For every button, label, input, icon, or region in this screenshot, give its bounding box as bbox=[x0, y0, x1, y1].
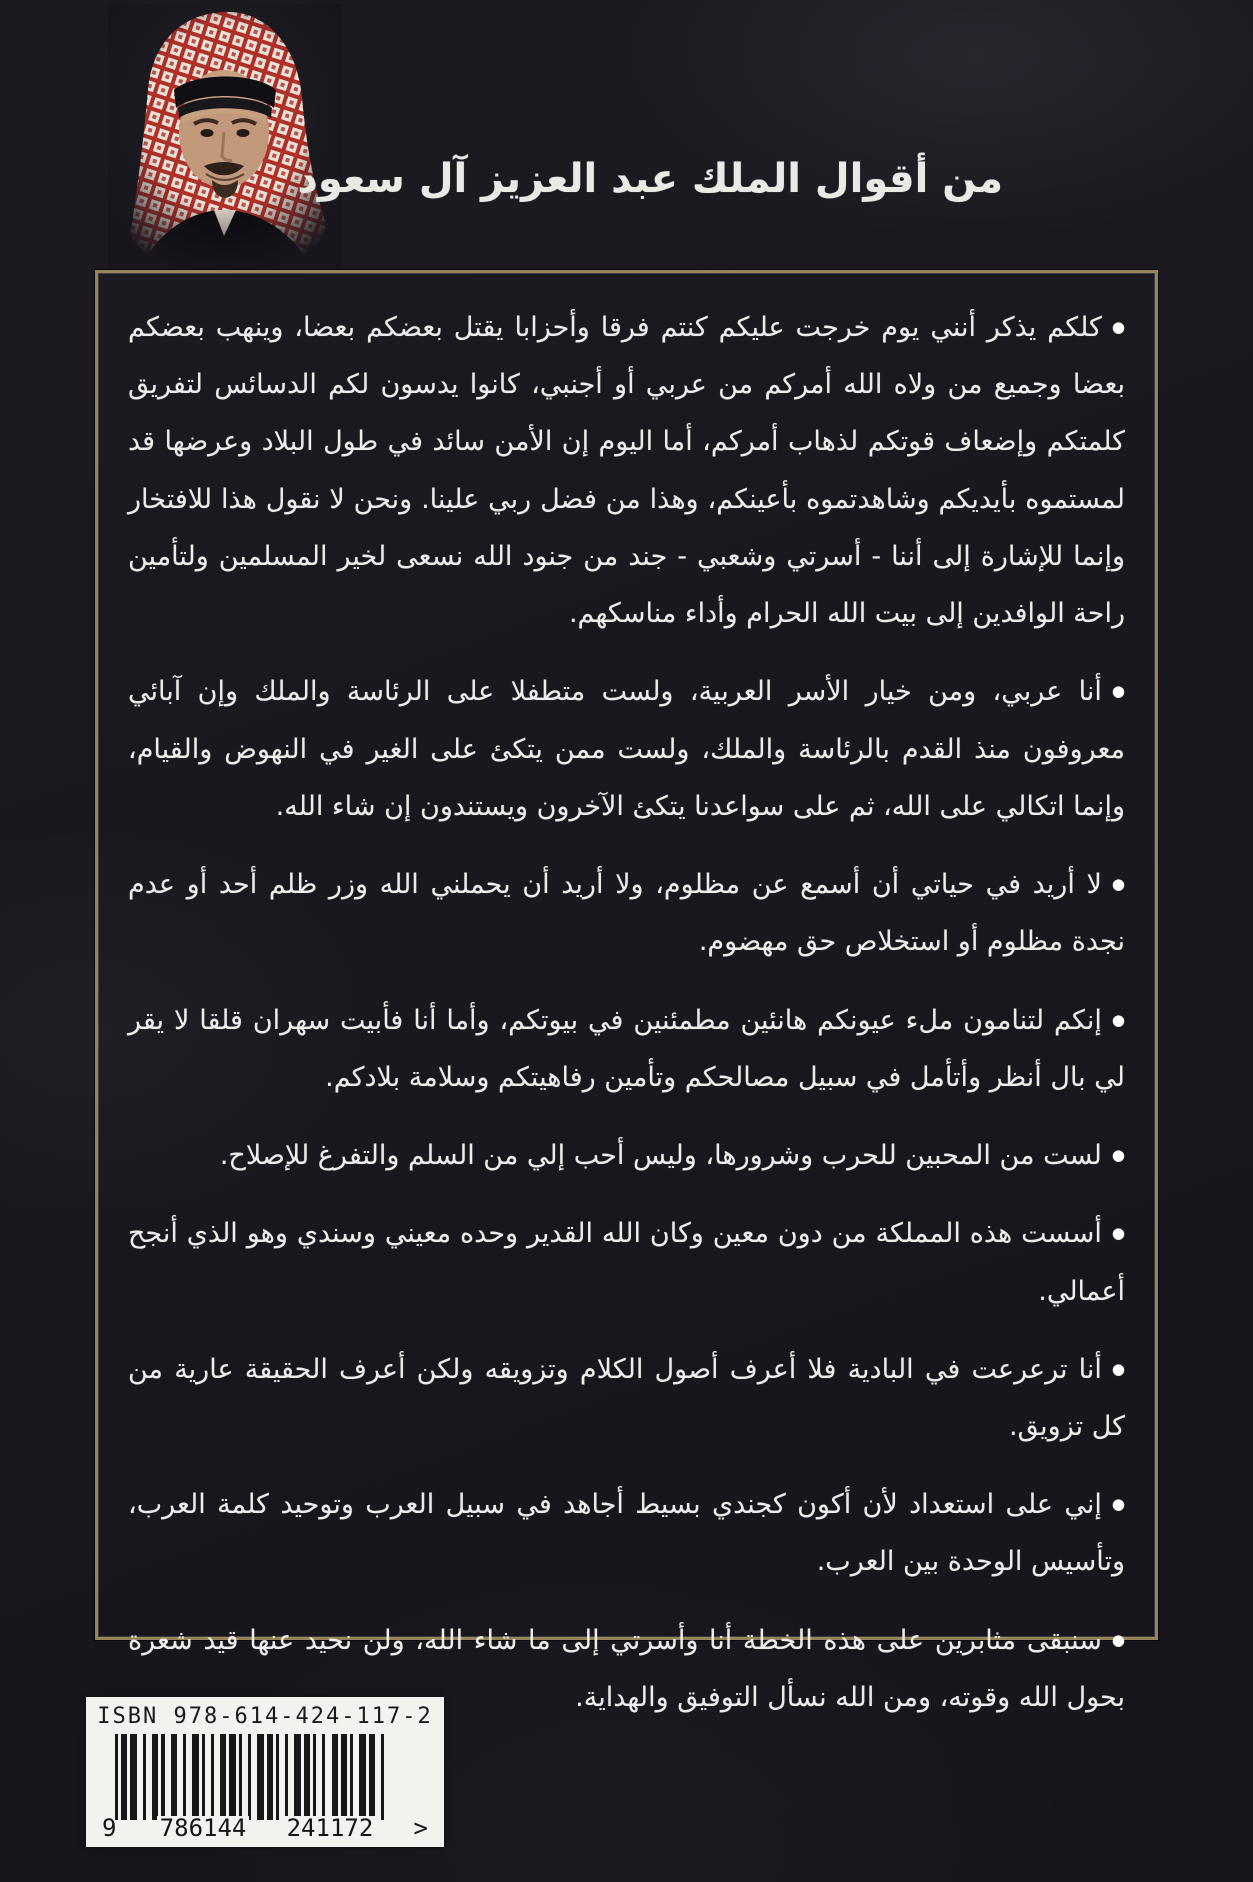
bullet-icon: ● bbox=[1111, 1146, 1125, 1165]
bullet-icon: ● bbox=[1111, 682, 1125, 701]
bullet-icon: ● bbox=[1111, 1359, 1125, 1378]
barcode-bars bbox=[99, 1734, 431, 1820]
ean13-barcode bbox=[99, 1734, 431, 1842]
quote-item bbox=[128, 1341, 1125, 1455]
quote-text: لست من المحبين للحرب وشرورها، وليس أحب إلي من السلم والتفرغ للإصلاح. bbox=[219, 1140, 1102, 1172]
bullet-icon: ● bbox=[1111, 875, 1125, 894]
quote-item bbox=[128, 992, 1125, 1106]
barcode-digit-group: 786144 bbox=[157, 1816, 250, 1840]
bullet-icon: ● bbox=[1111, 1010, 1125, 1029]
quote-item bbox=[128, 1205, 1125, 1319]
bullet-icon: ● bbox=[1111, 318, 1125, 336]
quote-item bbox=[128, 856, 1125, 970]
barcode-end-mark: > bbox=[411, 1816, 431, 1840]
quote-item bbox=[128, 299, 1125, 642]
quote-text: إني على استعداد لأن أكون كجندي بسيط أجاهد في سبيل العرب وتوحيد كلمة العرب، وتأسيس الوحدة بين العرب. bbox=[128, 1489, 1125, 1578]
quote-text: أنا عربي، ومن خيار الأسر العربية، ولست متطفلا على الرئاسة والملك وإن آبائي معروفون منذ القدم بالرئاسة والملك، ولست ممن يتكئ على الغير في النهوض والقيام، وإنما اتكالي على الله، ثم على سواعدنا يتكئ الآخرون ويستندون إن شاء الله. bbox=[128, 676, 1125, 822]
barcode-digit-lead: 9 bbox=[102, 1814, 117, 1842]
isbn-panel bbox=[86, 1697, 444, 1847]
cover-title: من أقوال الملك عبد العزيز آل سعود bbox=[297, 156, 1003, 202]
quote-text: أسست هذه المملكة من دون معين وكان الله القدير وحده معيني وسندي وهو الذي أنجح أعمالي. bbox=[128, 1218, 1125, 1307]
barcode-digit-group: 241172 bbox=[284, 1816, 377, 1840]
quote-item bbox=[128, 1476, 1125, 1590]
quote-text: كلكم يذكر أنني يوم خرجت عليكم كنتم فرقا وأحزابا يقتل بعضكم بعضا، وينهب بعضكم بعضا وجميع من ولاه الله أمركم من عربي أو أجنبي، كانوا يدسون لكم الدسائس لتفريق كلمتكم وإضعاف قوتكم لذهاب أمركم، أما اليوم إن الأمن سائد في طول البلاد وعرضها قد لمستموه بأيديكم وشاهدتموه بأعينكم، وهذا من فضل ربي علينا. ونحن لا نقول هذا للافتخار وإنما للإشارة إلى أننا - أسرتي وشعبي - جند من جنود الله نسعى لخير المسلمين ولتأمين راحة الوافدين إلى بيت الله الحرام وأداء مناسكهم. bbox=[128, 312, 1125, 630]
quotes-panel bbox=[95, 270, 1158, 1713]
bullet-icon: ● bbox=[1111, 1495, 1125, 1514]
quote-text: إنكم لتنامون ملء عيونكم هانئين مطمئنين في بيوتكم، وأما أنا فأبيت سهران قلقا لا يقر لي بال أنظر وأتأمل في سبيل مصالحكم وتأمين رفاهيتكم وسلامة بلادكم. bbox=[128, 1004, 1125, 1093]
quote-text: سنبقى مثابرين على هذه الخطة أنا وأسرتي إلى ما شاء الله، ولن نحيد عنها قيد شعرة بحول الله وقوته، ومن الله نسأل التوفيق والهداية. bbox=[128, 1624, 1125, 1713]
quote-item bbox=[128, 1127, 1125, 1184]
barcode-digits bbox=[99, 1816, 431, 1840]
bullet-icon: ● bbox=[1111, 1630, 1125, 1649]
quote-text: أنا ترعرعت في البادية فلا أعرف أصول الكلام وتزويقه ولكن أعرف الحقيقة عارية من كل تزويق. bbox=[128, 1353, 1125, 1442]
quote-item bbox=[128, 663, 1125, 835]
bullet-icon: ● bbox=[1111, 1224, 1125, 1243]
isbn-number: ISBN 978-614-424-117-2 bbox=[97, 1704, 433, 1729]
king-abdulaziz-portrait bbox=[108, 4, 342, 272]
quote-text: لا أريد في حياتي أن أسمع عن مظلوم، ولا أريد أن يحملني الله وزر ظلم أحد أو عدم نجدة مظلوم أو استخلاص حق مهضوم. bbox=[128, 869, 1125, 958]
